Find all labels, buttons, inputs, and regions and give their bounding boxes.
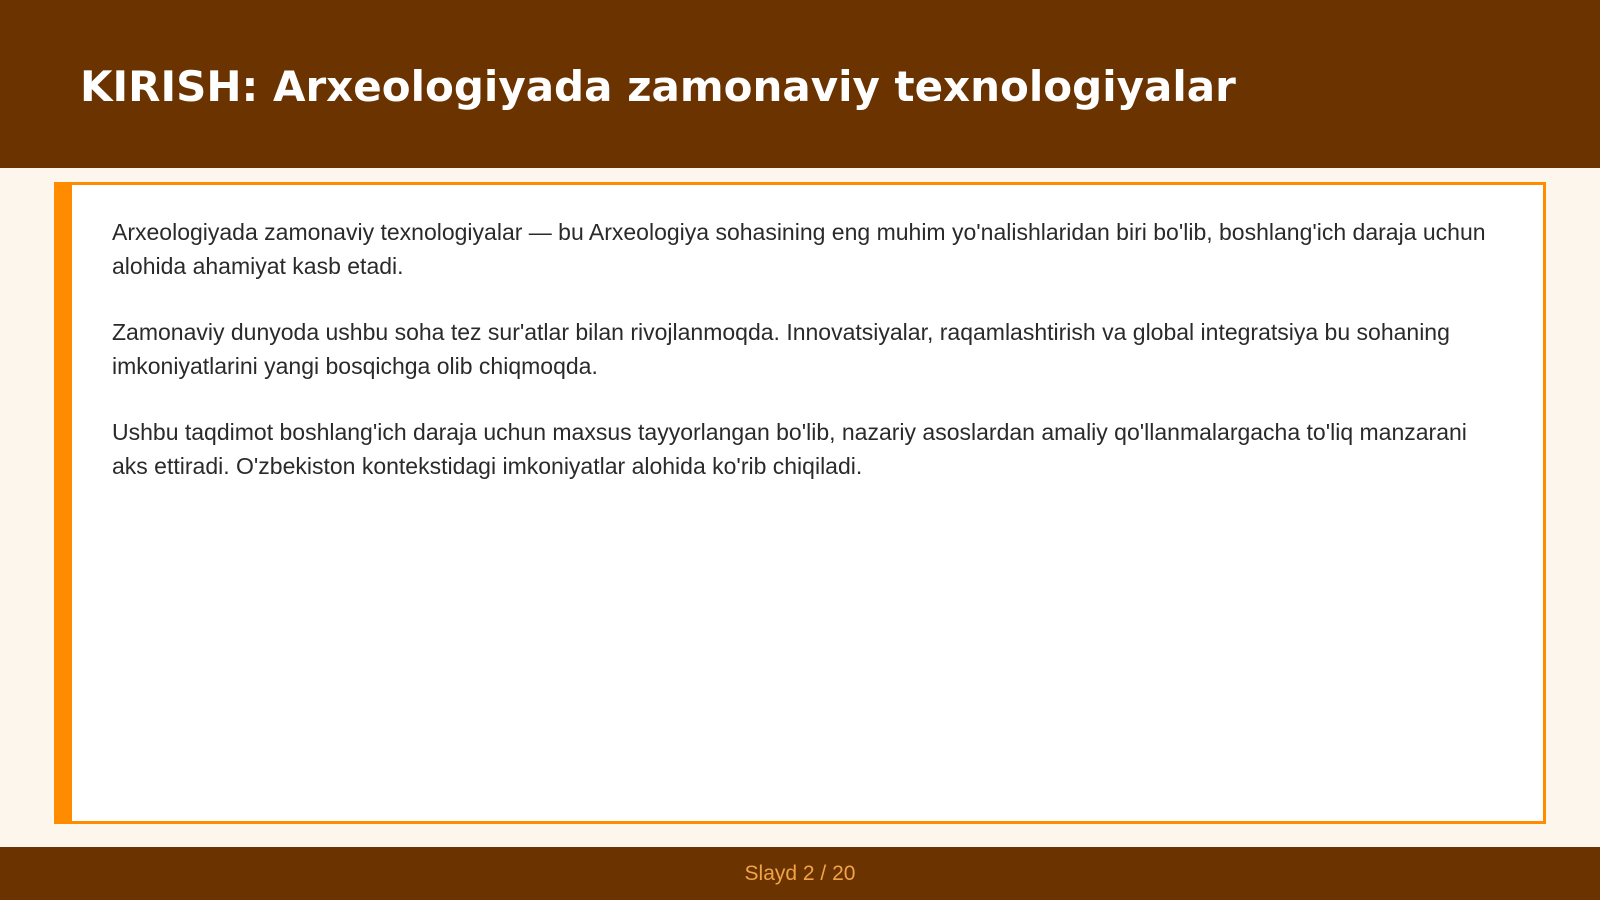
slide-counter: Slayd 2 / 20	[744, 861, 856, 885]
slide-header	[0, 0, 1600, 168]
paragraph-development: Zamonaviy dunyoda ushbu soha tez sur'atlar bilan rivojlanmoqda. Innovatsiyalar, raqamlashtirish va global integratsiya bu sohaning imkoniyatlarini yangi bosqichga olib chiqmoqda.	[112, 319, 1450, 379]
content-card	[54, 182, 1546, 824]
paragraph-overview: Ushbu taqdimot boshlang'ich daraja uchun maxsus tayyorlangan bo'lib, nazariy asoslardan amaliy qo'llanmalargacha to'liq manzarani aks ettiradi. O'zbekiston kontekstidagi imkoniyatlar alohida ko'rib chiqiladi.	[112, 419, 1467, 479]
slide-footer	[0, 847, 1600, 900]
paragraph-intro: Arxeologiyada zamonaviy texnologiyalar — bu Arxeologiya sohasining eng muhim yo'nalishlaridan biri bo'lib, boshlang'ich daraja uchun alohida ahamiyat kasb etadi.	[112, 219, 1486, 279]
slide-title: KIRISH: Arxeologiyada zamonaviy texnologiyalar	[80, 62, 1236, 111]
